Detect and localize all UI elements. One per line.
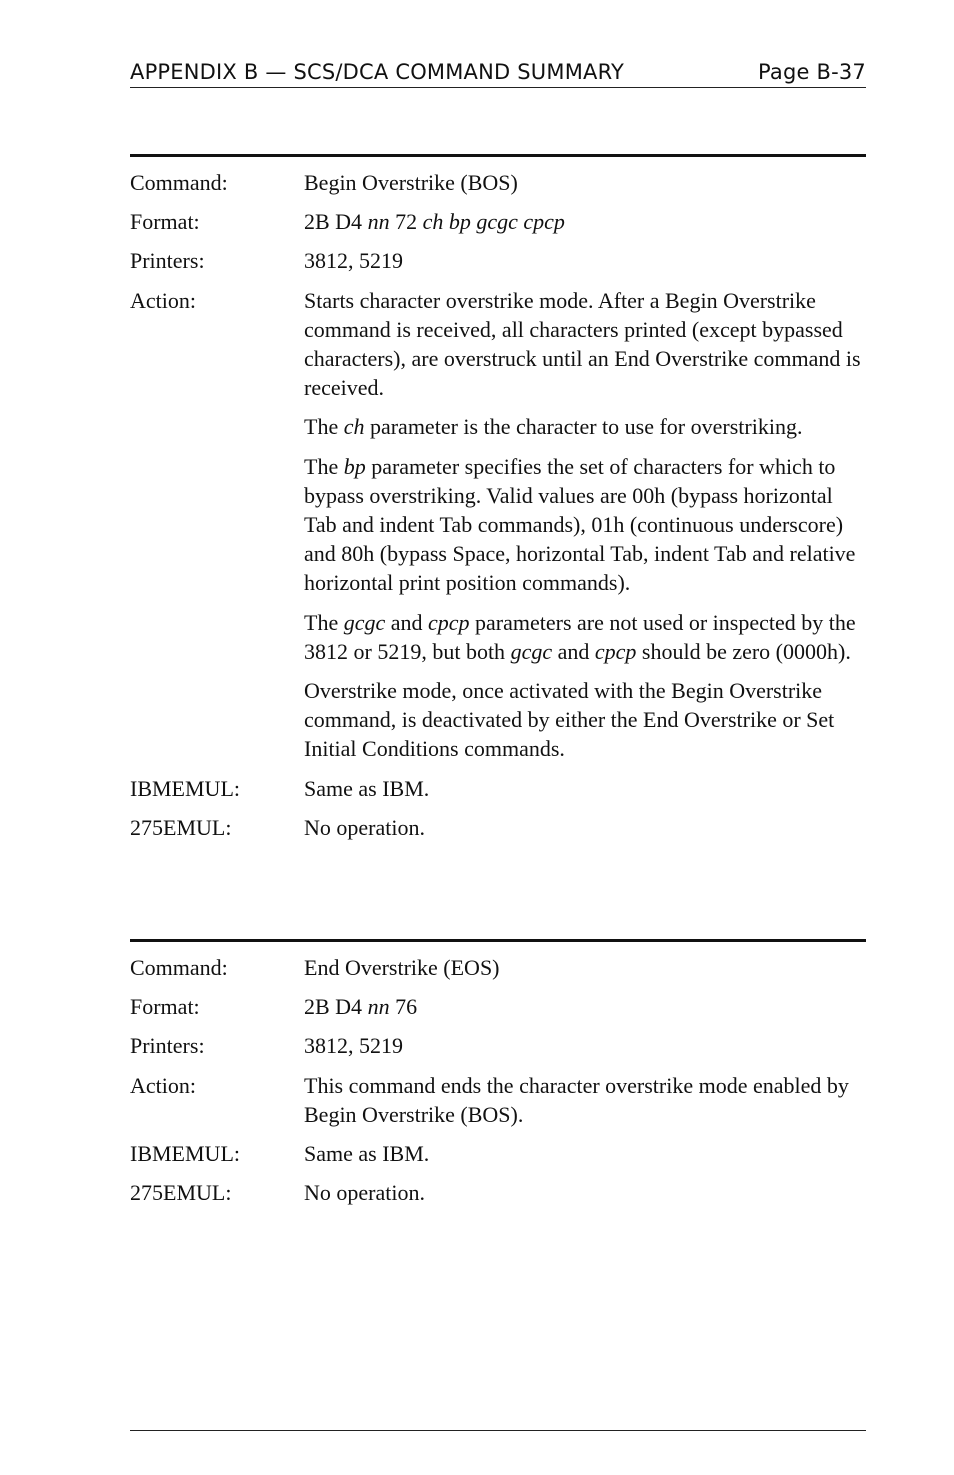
- param-cpcp: cpcp: [594, 638, 637, 664]
- command-block-eos: [130, 939, 866, 1207]
- ibmemul-label: IBMEMUL:: [130, 1141, 240, 1167]
- format-nn: nn: [367, 209, 390, 235]
- format-value: [304, 992, 866, 1021]
- action-paragraph: Overstrike mode, once activated with the Begin Overstrike command, is deactivated by either the End Overstrike or Set Initial Conditions commands.: [304, 678, 835, 762]
- text-run: The: [304, 609, 344, 635]
- command-label: Command:: [130, 170, 228, 195]
- format-label: Format:: [130, 209, 200, 235]
- text-run: should be zero (0000h).: [636, 638, 851, 664]
- param-gcgc: gcgc: [343, 609, 386, 635]
- emul275-value: No operation.: [304, 1180, 425, 1206]
- emul275-row: [130, 1178, 866, 1207]
- format-label: Format:: [130, 994, 200, 1020]
- format-params: ch bp gcgc cpcp: [422, 209, 565, 235]
- printers-row: [130, 1031, 866, 1060]
- action-text: This command ends the character overstrike mode enabled by Begin Overstrike (BOS).: [304, 1072, 849, 1127]
- emul275-value: No operation.: [304, 814, 425, 840]
- command-label: Command:: [130, 955, 228, 980]
- format-row: [130, 207, 866, 236]
- action-paragraph: [304, 452, 866, 598]
- param-gcgc: gcgc: [510, 638, 553, 664]
- command-name: End Overstrike (EOS): [304, 955, 500, 980]
- text-run: The: [304, 453, 344, 479]
- text-run: The: [304, 414, 344, 440]
- ibmemul-row: [130, 774, 866, 803]
- printers-row: [130, 246, 866, 275]
- param-ch: ch: [343, 414, 365, 440]
- format-prefix: 2B D4: [304, 209, 368, 235]
- command-name: Begin Overstrike (BOS): [304, 170, 518, 195]
- param-bp: bp: [343, 453, 366, 479]
- action-text: [304, 286, 866, 764]
- action-row: [130, 286, 866, 764]
- ibmemul-label: IBMEMUL:: [130, 775, 240, 801]
- format-row: [130, 992, 866, 1021]
- command-row: [130, 168, 866, 197]
- format-code: 76: [389, 994, 418, 1020]
- printers-label: Printers:: [130, 1033, 205, 1059]
- format-nn: nn: [367, 994, 390, 1020]
- emul275-row: [130, 813, 866, 842]
- text-run: and: [385, 609, 428, 635]
- header-title: APPENDIX B — SCS/DCA COMMAND SUMMARY: [130, 60, 625, 84]
- ibmemul-value: Same as IBM.: [304, 775, 430, 801]
- action-paragraph: Starts character overstrike mode. After a Begin Overstrike command is received, all characters printed (except bypassed characters), are overstruck until an End Overstrike command is received.: [304, 287, 861, 401]
- action-label: Action:: [130, 287, 196, 313]
- page-header: [130, 58, 866, 88]
- footer-rule: [130, 1430, 866, 1431]
- printers-label: Printers:: [130, 248, 205, 274]
- command-row: [130, 953, 866, 982]
- text-run: parameter specifies the set of characters for which to bypass overstriking. Valid values are 00h (bypass horizontal Tab and indent Tab commands), 01h (continuous underscore) and 80h (bypass Space, horizontal Tab, indent Tab and relative horizontal print position commands).: [304, 453, 856, 596]
- format-value: [304, 207, 866, 236]
- page-number: Page B-37: [757, 60, 866, 84]
- action-paragraph: [304, 412, 866, 441]
- printers-value: 3812, 5219: [304, 1033, 403, 1059]
- param-cpcp: cpcp: [428, 609, 470, 635]
- printers-value: 3812, 5219: [304, 248, 403, 274]
- emul275-label: 275EMUL:: [130, 814, 232, 840]
- action-label: Action:: [130, 1072, 196, 1098]
- text-run: parameters are not used or inspected by the 3812 or 5219, but both: [304, 609, 856, 664]
- command-block-bos: [130, 154, 866, 842]
- text-run: parameter is the character to use for overstriking.: [364, 414, 803, 440]
- emul275-label: 275EMUL:: [130, 1180, 232, 1206]
- action-row: [130, 1071, 866, 1129]
- format-code: 72: [389, 209, 423, 235]
- ibmemul-row: [130, 1139, 866, 1168]
- text-run: and: [552, 638, 595, 664]
- format-prefix: 2B D4: [304, 994, 368, 1020]
- action-paragraph: [304, 608, 866, 666]
- ibmemul-value: Same as IBM.: [304, 1141, 430, 1167]
